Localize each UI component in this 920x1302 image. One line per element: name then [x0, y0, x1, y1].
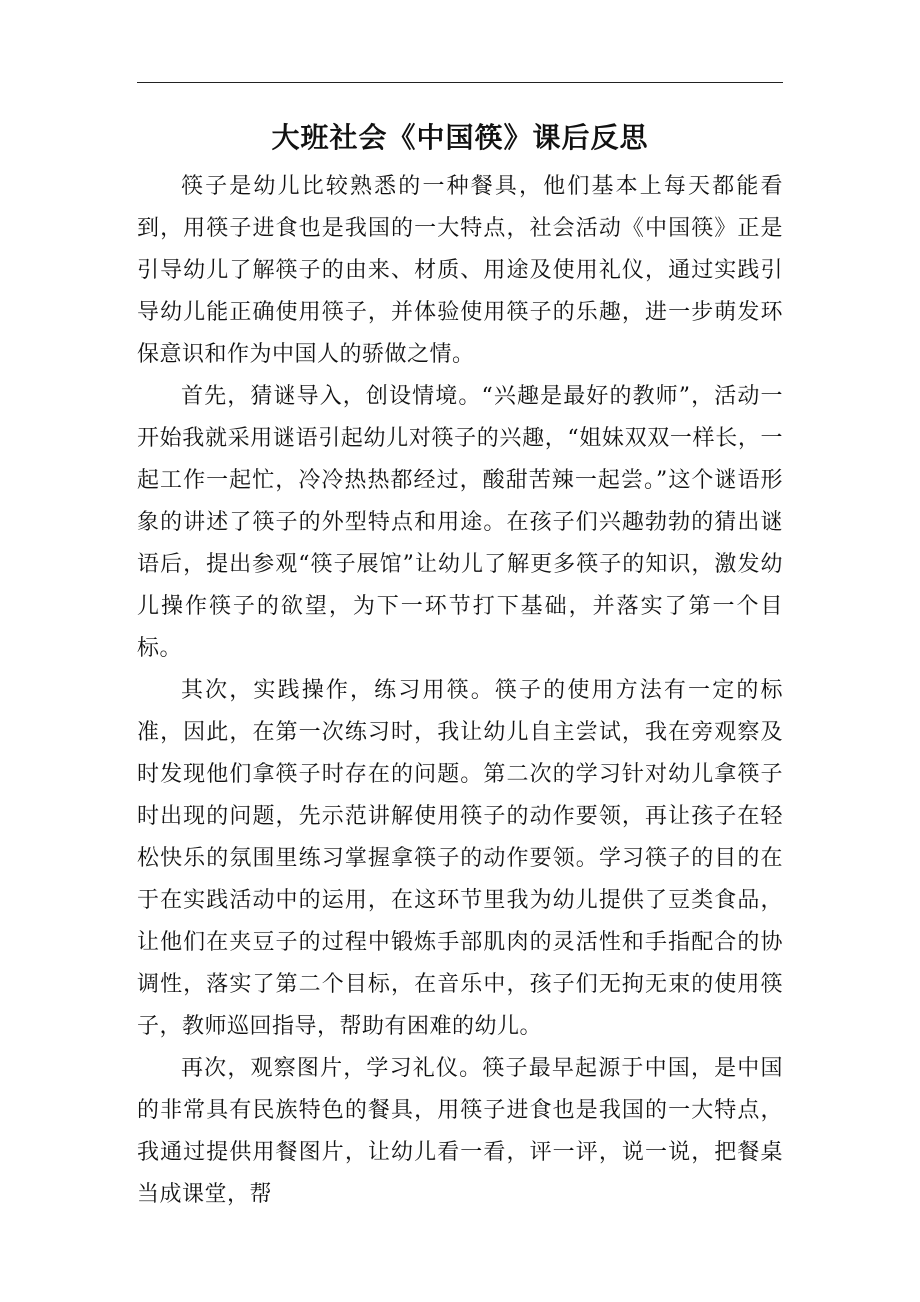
paragraph-first: 首先，猜谜导入，创设情境。“兴趣是最好的教师”，活动一开始我就采用谜语引起幼儿对筷子的兴趣，“姐妹双双一样长，一起工作一起忙，冷冷热热都经过，酸甜苦辣一起尝。”这个谜语形象的讲述了筷子的外型特点和用途。在孩子们兴趣勃勃的猜出谜语后，提出参观“筷子展馆”让幼儿了解更多筷子的知识，激发幼儿操作筷子的欲望，为下一环节打下基础，并落实了第一个目标。	[137, 384, 783, 661]
paragraph-intro: 筷子是幼儿比较熟悉的一种餐具，他们基本上每天都能看到，用筷子进食也是我国的一大特点，社会活动《中国筷》正是引导幼儿了解筷子的由来、材质、用途及使用礼仪，通过实践引导幼儿能正确使用筷子，并体验使用筷子的乐趣，进一步萌发环保意识和作为中国人的骄做之情。	[137, 174, 783, 367]
paragraph-third: 再次，观察图片，学习礼仪。筷子最早起源于中国，是中国的非常具有民族特色的餐具，用筷子进食也是我国的一大特点，我通过提供用餐图片，让幼儿看一看，评一评，说一说，把餐桌当成课堂，帮	[137, 1056, 783, 1207]
document-body	[137, 166, 783, 1216]
header-rule	[137, 82, 783, 83]
document-title: 大班社会《中国筷》课后反思	[271, 121, 649, 154]
paragraph-second: 其次，实践操作，练习用筷。筷子的使用方法有一定的标准，因此，在第一次练习时，我让幼儿自主尝试，我在旁观察及时发现他们拿筷子时存在的问题。第二次的学习针对幼儿拿筷子时出现的问题，先示范讲解使用筷子的动作要领，再让孩子在轻松快乐的氛围里练习掌握拿筷子的动作要领。学习筷子的目的在于在实践活动中的运用，在这环节里我为幼儿提供了豆类食品，让他们在夹豆子的过程中锻炼手部肌肉的灵活性和手指配合的协调性，落实了第二个目标，在音乐中，孩子们无拘无束的使用筷子，教师巡回指导，帮助有困难的幼儿。	[137, 678, 783, 1039]
